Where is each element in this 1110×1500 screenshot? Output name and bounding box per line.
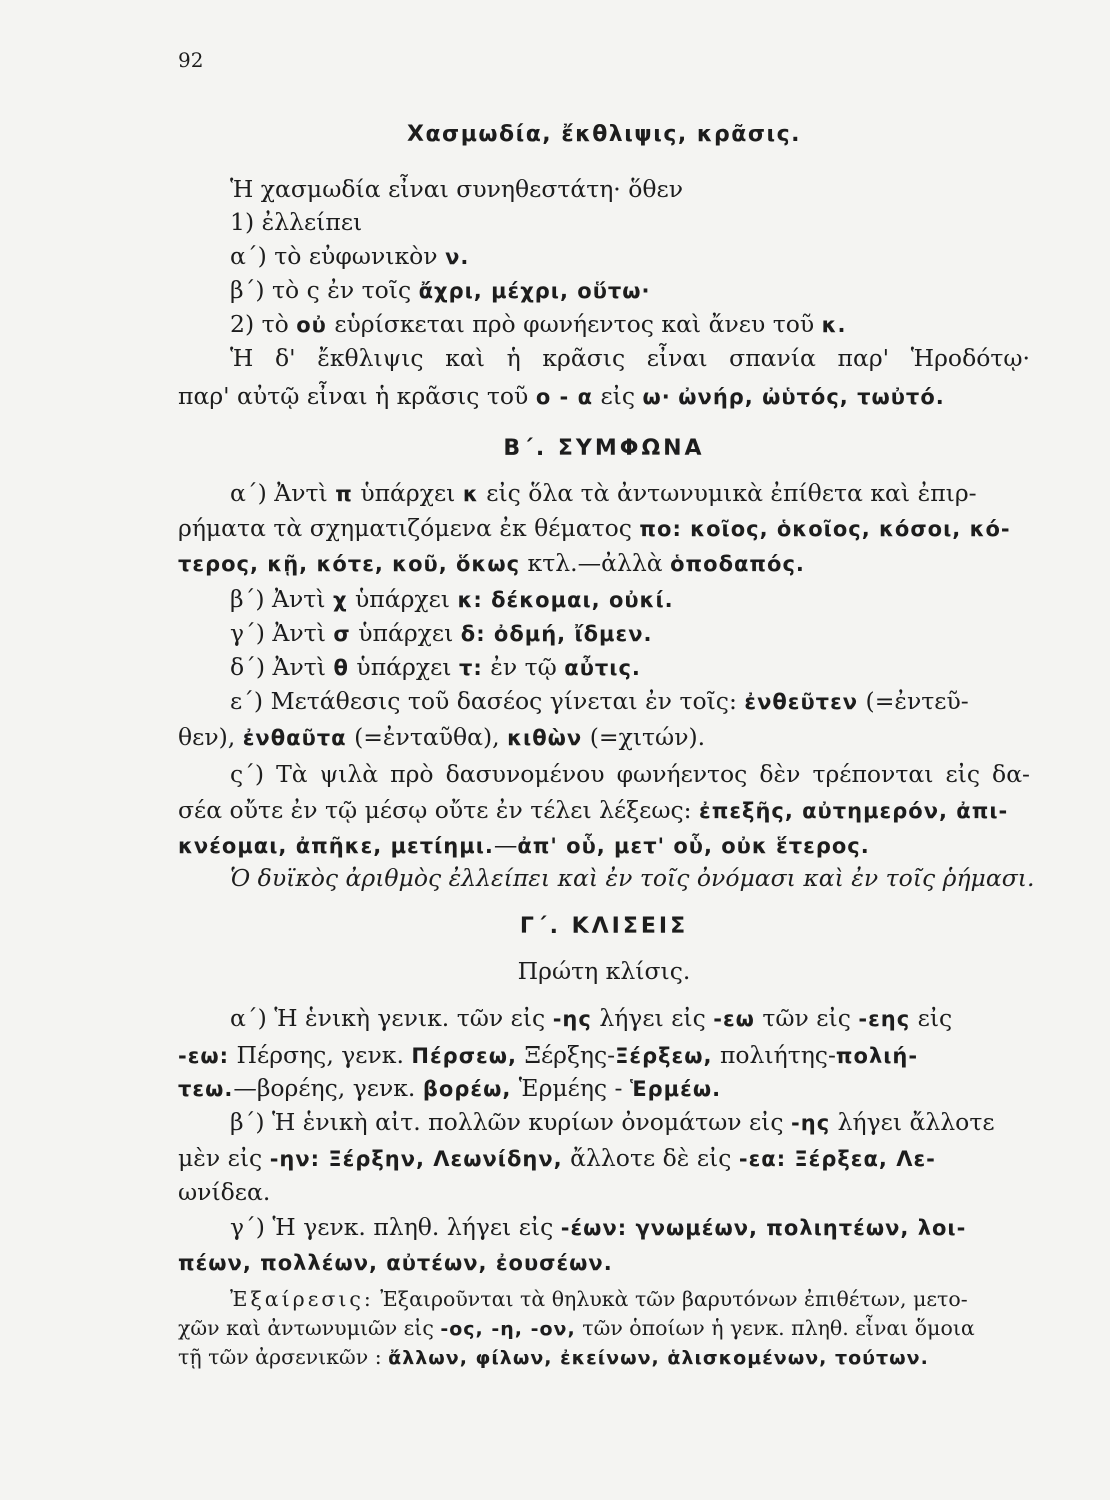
text-line: ρήματα τὰ σχηματιζόμενα ἐκ θέματος πο: κοῖος, ὁκοῖος, κόσοι, κό-: [178, 514, 1011, 542]
text-line: α΄) τὸ εὐφωνικὸν ν.: [230, 242, 470, 270]
section-heading-hiatus: Χασμωδία, ἔκθλιψις, κρᾶσις.: [406, 122, 801, 147]
text-line: γ΄) Ἀντὶ σ ὑπάρχει δ: ὀδμή, ἴδμεν.: [230, 619, 653, 647]
text-line: παρ' αὐτῷ εἶναι ἡ κρᾶσις τοῦ ο - α εἰς ω· ὠνήρ, ὠὑτός, τωὐτό.: [178, 382, 945, 410]
text-line: β΄) Ἀντὶ χ ὑπάρχει κ: δέκομαι, οὐκί.: [230, 585, 674, 613]
text-line: -εω: Πέρσης, γενκ. Πέρσεω, Ξέρξης-Ξέρξεω, πολιήτης-πολιή-: [178, 1041, 919, 1069]
text-line: τεω.—βορέης, γενκ. βορέω, Ἑρμέης - Ἑρμέω.: [178, 1074, 722, 1102]
text-line: ς΄) Τὰ ψιλὰ πρὸ δασυνομένου φωνήεντος δὲν τρέπονται εἰς δα-: [230, 760, 1030, 788]
section-heading-declensions: Γ΄. ΚΛΙΣΕΙΣ: [519, 914, 689, 939]
text-line: θεν), ἐνθαῦτα (=ἐνταῦθα), κιθὼν (=χιτών).: [178, 723, 706, 751]
text-line: τῇ τῶν ἀρσενικῶν : ἄλλων, φίλων, ἐκείνων, ἁλισκομένων, τούτων.: [178, 1345, 929, 1369]
text-line: μὲν εἰς -ην: Ξέρξην, Λεωνίδην, ἄλλοτε δὲ εἰς -εα: Ξέρξεα, Λε-: [178, 1144, 936, 1172]
text-line: πέων, πολλέων, αὐτέων, ἐουσέων.: [178, 1251, 613, 1275]
text-line: Ἡ δ' ἔκθλιψις καὶ ἡ κρᾶσις εἶναι σπανία παρ' Ἡροδότῳ·: [230, 344, 1030, 372]
text-line: Ἐξαίρεσις: Ἐξαιροῦνται τὰ θηλυκὰ τῶν βαρυτόνων ἐπιθέτων, μετο-: [230, 1287, 968, 1311]
text-line: 1) ἐλλείπει: [230, 208, 363, 236]
text-line: ωνίδεα.: [178, 1178, 271, 1206]
section-heading-consonants: Β΄. ΣΥΜΦΩΝΑ: [503, 436, 705, 461]
text-line: χῶν καὶ ἀντωνυμιῶν εἰς -ος, -η, -ον, τῶν ὁποίων ἡ γενκ. πληθ. εἶναι ὅμοια: [178, 1316, 975, 1340]
text-line: ε΄) Μετάθεσις τοῦ δασέος γίνεται ἐν τοῖς: ἐνθεῦτεν (=ἐντεῦ-: [230, 687, 969, 715]
text-line: β΄) Ἡ ἑνικὴ αἰτ. πολλῶν κυρίων ὀνομάτων εἰς -ης λήγει ἄλλοτε: [230, 1108, 995, 1136]
subheading-first-declension: Πρώτη κλίσις.: [517, 957, 691, 985]
text-line: τερος, κῇ, κότε, κοῦ, ὅκως κτλ.—ἀλλὰ ὁποδαπός.: [178, 549, 805, 577]
text-line: α΄) Ἀντὶ π ὑπάρχει κ εἰς ὅλα τὰ ἀντωνυμικὰ ἐπίθετα καὶ ἐπιρ-: [230, 479, 977, 507]
page-number: 92: [178, 48, 204, 72]
text-line: β΄) τὸ ς ἐν τοῖς ἄχρι, μέχρι, οὕτω·: [230, 276, 651, 304]
text-line: α΄) Ἡ ἑνικὴ γενικ. τῶν εἰς -ης λήγει εἰς -εω τῶν εἰς -εης εἰς: [230, 1004, 953, 1032]
text-line: γ΄) Ἡ γενκ. πληθ. λήγει εἰς -έων: γνωμέων, πολιητέων, λοι-: [230, 1213, 967, 1241]
text-line: σέα οὔτε ἐν τῷ μέσῳ οὔτε ἐν τέλει λέξεως: ἐπεξῆς, αὐτημερόν, ἀπι-: [178, 796, 1009, 824]
text-line: 2) τὸ οὐ εὑρίσκεται πρὸ φωνήεντος καὶ ἄνευ τοῦ κ.: [230, 310, 847, 338]
text-line: Ἡ χασμωδία εἶναι συνηθεστάτη· ὅθεν: [230, 175, 684, 203]
text-line: κνέομαι, ἀπῆκε, μετίημι.—ἀπ' οὗ, μετ' οὗ, οὐκ ἕτερος.: [178, 831, 870, 859]
text-line: δ΄) Ἀντὶ θ ὑπάρχει τ: ἐν τῷ αὖτις.: [230, 653, 641, 681]
text-line: Ὁ δυϊκὸς ἀριθμὸς ἐλλείπει καὶ ἐν τοῖς ὀνόμασι καὶ ἐν τοῖς ῥήμασι.: [230, 864, 1035, 892]
